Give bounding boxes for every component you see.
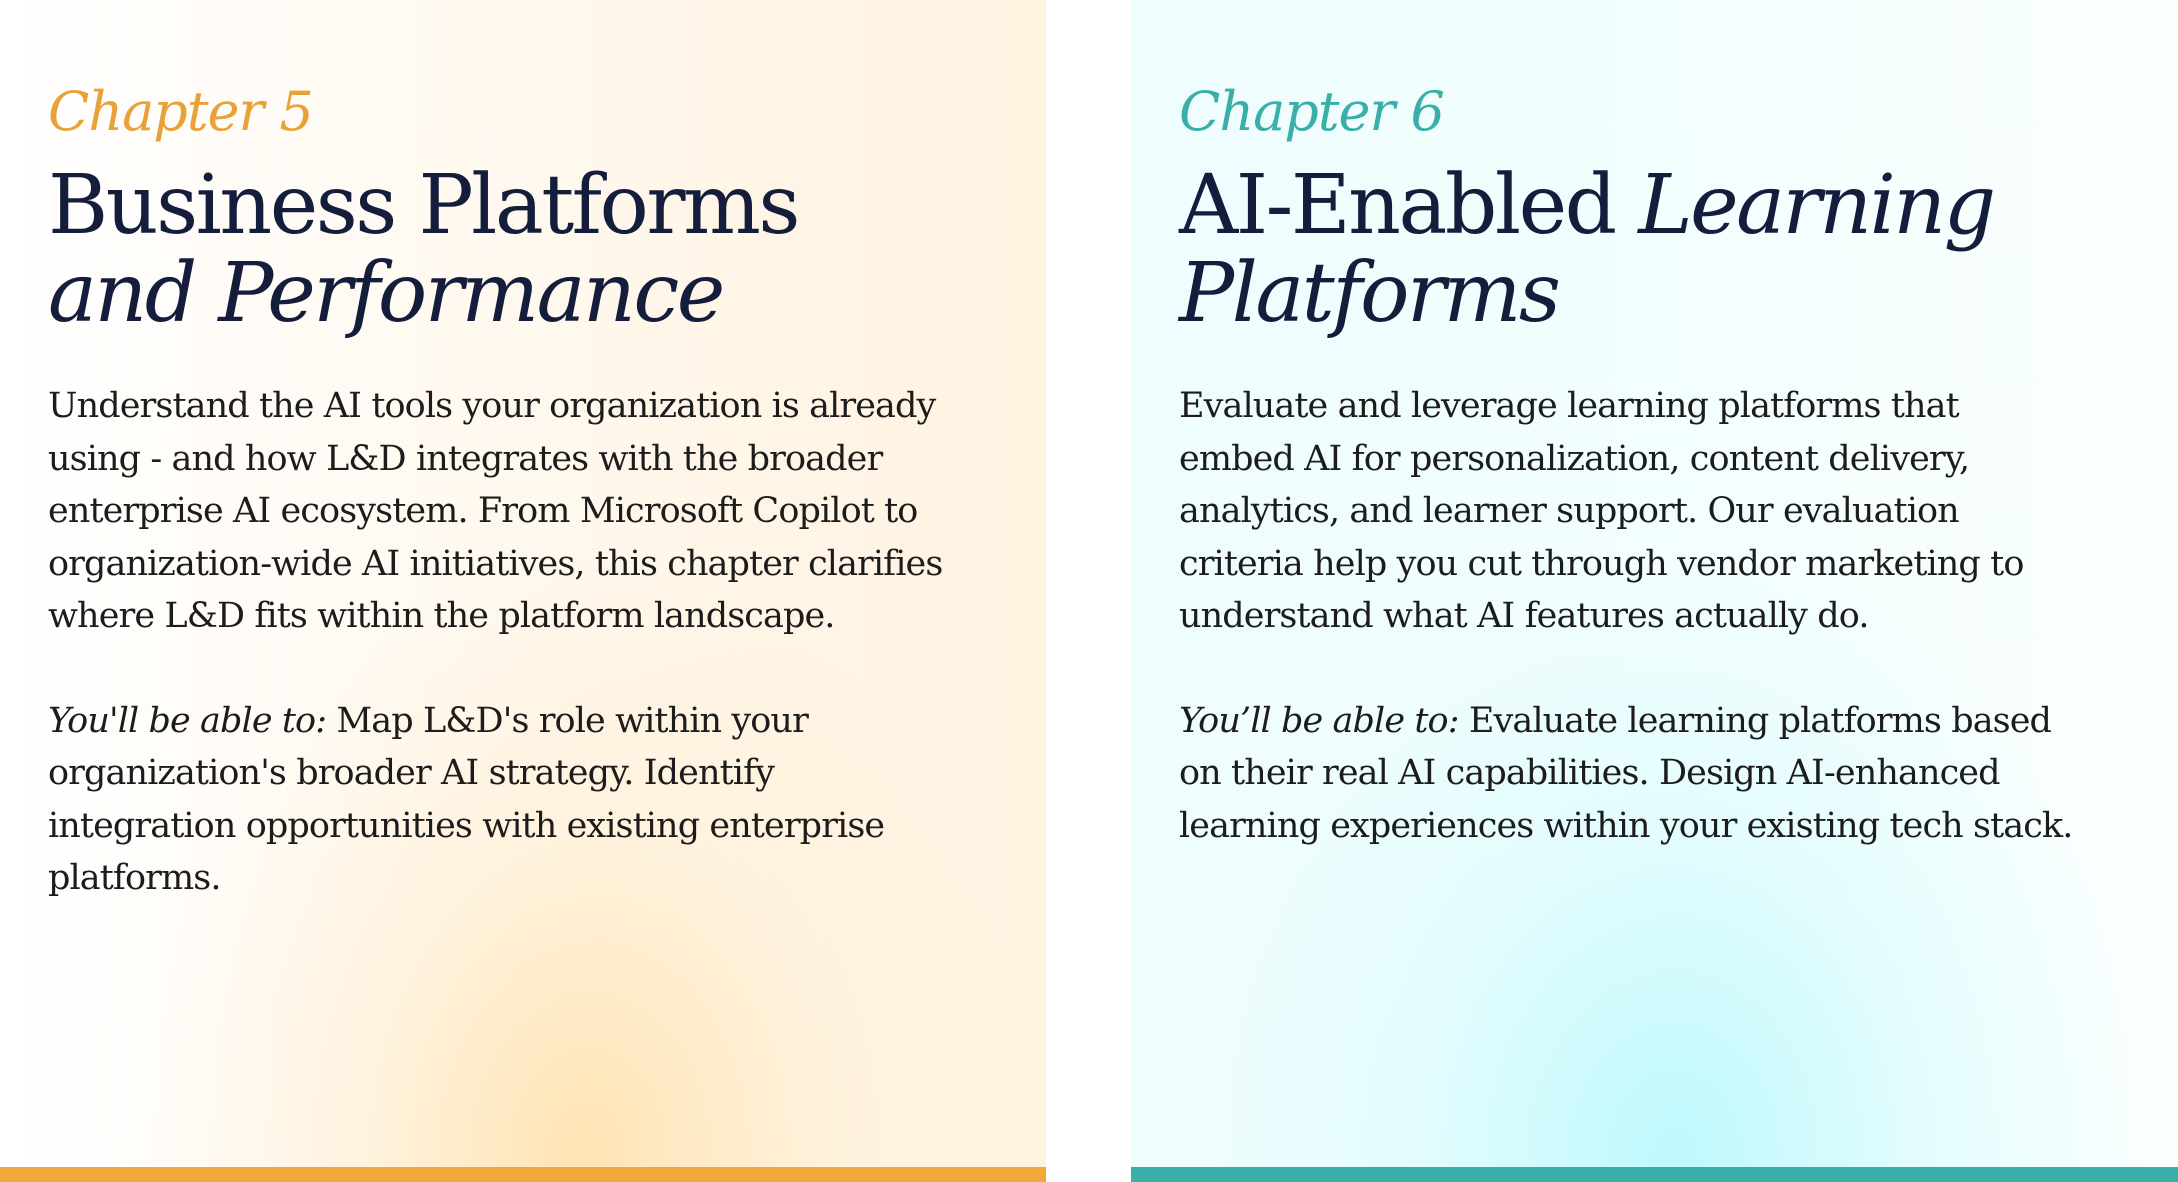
chapter-5-title <box>48 158 948 341</box>
chapter-6-content <box>1179 72 2079 852</box>
chapter-6-outcomes-text: Evaluate learning platforms based on their real AI capabilities. Design AI-enhanced learning experiences within your existing tech stack. <box>1179 700 2073 846</box>
chapter-5-title-line2: and Performance <box>48 246 723 341</box>
chapter-5-outcomes <box>48 695 948 905</box>
chapter-6-accent-bar <box>1131 1167 2178 1182</box>
chapter-6-card <box>1131 0 2178 1182</box>
chapter-6-outcomes <box>1179 695 2079 853</box>
chapter-5-card <box>0 0 1046 1182</box>
chapter-6-outcomes-lead: You’ll be able to: <box>1179 700 1459 741</box>
chapter-5-title-line1: Business Platforms <box>48 158 798 253</box>
chapter-5-accent-bar <box>0 1167 1046 1182</box>
chapter-6-label: Chapter 6 <box>1179 80 1444 143</box>
chapter-5-content <box>48 72 948 905</box>
chapter-6-title <box>1179 158 2079 341</box>
chapter-5-outcomes-lead: You'll be able to: <box>48 700 327 741</box>
chapter-5-description: Understand the AI tools your organization is already using - and how L&D integrates with the broader enterprise AI ecosystem. From Microsoft Copilot to organization-wide AI initiatives, this chapter clarifies where L&D fits within the platform landscape. <box>48 386 943 636</box>
chapter-6-title-regular: AI-Enabled <box>1179 158 1615 253</box>
chapter-5-label: Chapter 5 <box>48 80 313 143</box>
chapter-5-outcomes-text: Map L&D's role within your organization's broader AI strategy. Identify integration opportunities with existing enterprise platforms. <box>48 700 885 898</box>
chapter-6-title-italic: Learning Platforms <box>1179 158 1994 341</box>
chapter-6-description: Evaluate and leverage learning platforms that embed AI for personalization, content delivery, analytics, and learner support. Our evaluation criteria help you cut through vendor marketing to understand what AI features actually do. <box>1179 386 2024 636</box>
